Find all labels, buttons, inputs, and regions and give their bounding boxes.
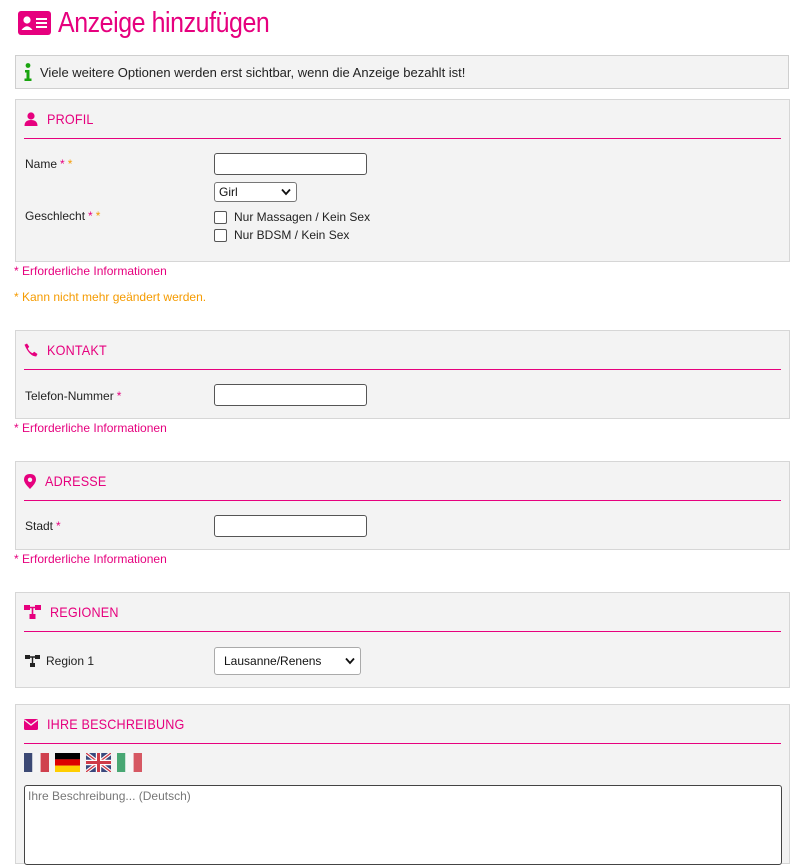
profil-panel <box>15 99 790 262</box>
required-marker: * <box>56 519 61 533</box>
language-flags <box>24 753 148 772</box>
info-icon <box>24 63 32 81</box>
flag-germany-icon[interactable] <box>55 753 80 772</box>
required-info-note: * Erforderliche Informationen <box>14 552 167 566</box>
massage-checkbox-row[interactable] <box>214 210 370 224</box>
required-marker: * <box>116 389 122 403</box>
required-info-note: * Erforderliche Informationen <box>14 421 167 435</box>
phone-icon <box>24 343 38 357</box>
beschreibung-header <box>24 705 781 744</box>
flag-france-icon[interactable] <box>24 753 49 772</box>
notice-text: Viele weitere Optionen werden erst sichtbar, wenn die Anzeige bezahlt ist! <box>40 64 466 80</box>
info-notice <box>15 55 789 89</box>
user-icon <box>24 112 38 126</box>
envelope-icon <box>24 719 38 730</box>
phone-input[interactable] <box>214 384 367 406</box>
unchangeable-marker: * <box>67 157 73 171</box>
name-label: Name * * <box>25 157 73 171</box>
region-label: Region 1 <box>25 654 94 668</box>
regionen-title: REGIONEN <box>50 604 119 620</box>
id-card-icon <box>18 11 51 35</box>
massage-checkbox-label: Nur Massagen / Kein Sex <box>234 210 371 224</box>
adresse-title: ADRESSE <box>45 473 107 489</box>
description-textarea[interactable] <box>24 785 782 865</box>
page-title: Anzeige hinzufügen <box>58 6 270 39</box>
bdsm-checkbox[interactable] <box>214 229 227 242</box>
flag-italy-icon[interactable] <box>117 753 142 772</box>
flag-uk-icon[interactable] <box>86 753 111 772</box>
city-label: Stadt * <box>25 519 61 533</box>
adresse-header <box>24 462 781 501</box>
required-marker: * <box>88 209 93 223</box>
city-input[interactable] <box>214 515 367 537</box>
bdsm-checkbox-label: Nur BDSM / Kein Sex <box>234 228 350 242</box>
profil-title: PROFIL <box>47 111 94 127</box>
chevron-down-icon <box>281 189 291 196</box>
massage-checkbox[interactable] <box>214 211 227 224</box>
profil-header <box>24 100 781 139</box>
required-marker: * <box>60 157 65 171</box>
gender-label: Geschlecht * * <box>25 209 101 223</box>
sitemap-icon <box>24 605 41 619</box>
region-select[interactable] <box>214 647 361 675</box>
map-pin-icon <box>24 474 36 489</box>
sitemap-icon <box>25 655 40 667</box>
page-header <box>18 5 304 41</box>
regionen-panel <box>15 592 790 688</box>
kontakt-title: KONTAKT <box>47 342 107 358</box>
regionen-header <box>24 593 781 632</box>
unchangeable-marker: * <box>95 209 101 223</box>
beschreibung-title: IHRE BESCHREIBUNG <box>47 716 185 732</box>
kontakt-header <box>24 331 781 370</box>
beschreibung-panel <box>15 704 790 864</box>
unchangeable-note: * Kann nicht mehr geändert werden. <box>14 290 207 304</box>
gender-select[interactable] <box>214 182 297 202</box>
name-input[interactable] <box>214 153 367 175</box>
required-info-note: * Erforderliche Informationen <box>14 264 167 278</box>
kontakt-panel <box>15 330 790 419</box>
gender-selected-value: Girl <box>219 185 238 199</box>
region-selected-value: Lausanne/Renens <box>224 654 322 668</box>
description-placeholder: Ihre Beschreibung... (Deutsch) <box>28 789 191 803</box>
chevron-down-icon <box>345 658 355 665</box>
bdsm-checkbox-row[interactable] <box>214 228 349 242</box>
adresse-panel <box>15 461 790 550</box>
phone-label: Telefon-Nummer * <box>25 389 122 403</box>
